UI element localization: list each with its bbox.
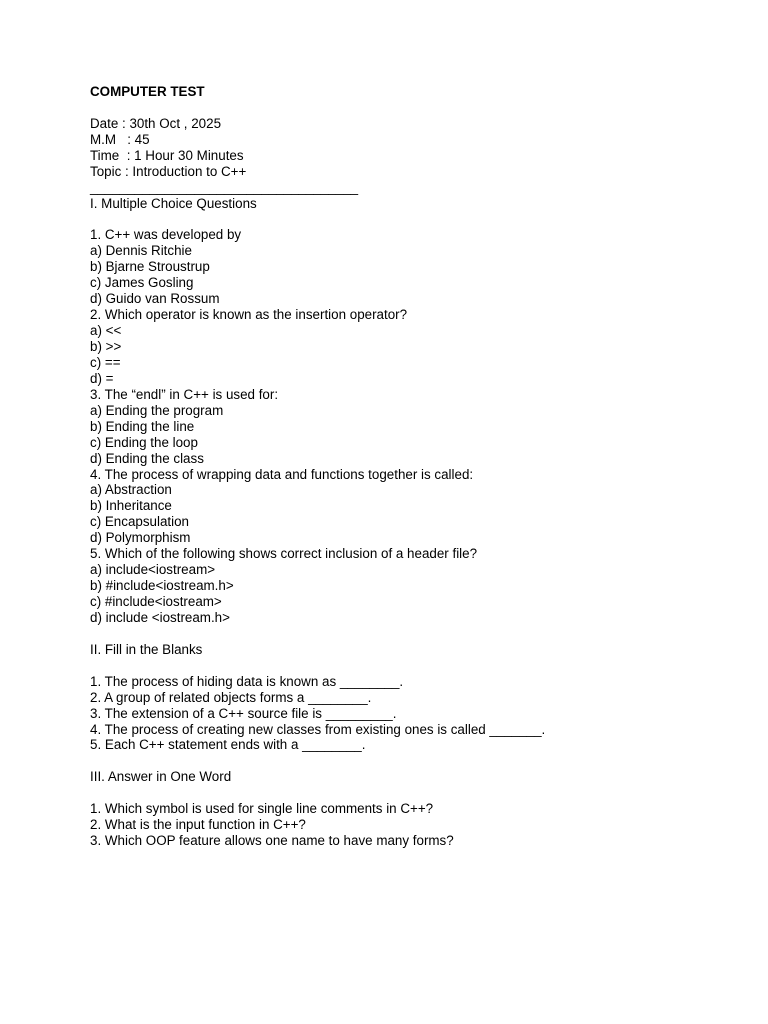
spacer — [90, 785, 730, 801]
mcq-question-2 — [90, 307, 730, 387]
spacer — [90, 658, 730, 674]
option-d: d) = — [90, 370, 114, 386]
option-d: d) Ending the class — [90, 450, 204, 466]
option-b: b) Bjarne Stroustrup — [90, 259, 210, 275]
spacer — [90, 753, 730, 769]
spacer — [90, 100, 730, 116]
option-a: a) include<iostream> — [90, 562, 216, 578]
question-text: 3. The “endl” in C++ is used for: — [90, 386, 279, 402]
option-a: a) Dennis Ritchie — [90, 243, 192, 259]
mcq-question-3 — [90, 387, 730, 467]
option-c: c) == — [90, 354, 121, 370]
question-text: 2. Which operator is known as the insertion operator? — [90, 307, 408, 323]
fill-blank-item: 5. Each C++ statement ends with a ________. — [90, 737, 366, 753]
option-d: d) include <iostream.h> — [90, 609, 230, 625]
fill-blank-item: 3. The extension of a C++ source file is _________. — [90, 705, 397, 721]
option-c: c) Encapsulation — [90, 514, 189, 530]
header-divider: ____________________________________ — [90, 179, 359, 195]
test-document — [90, 84, 730, 849]
option-a: a) Abstraction — [90, 482, 172, 498]
spacer — [90, 626, 730, 642]
mcq-question-4 — [90, 467, 730, 547]
mcq-question-5 — [90, 546, 730, 626]
test-topic: Topic : Introduction to C++ — [90, 163, 247, 179]
question-text: 4. The process of wrapping data and functions together is called: — [90, 466, 474, 482]
one-word-item: 2. What is the input function in C++? — [90, 817, 306, 833]
option-d: d) Guido van Rossum — [90, 291, 220, 307]
option-c: c) Ending the loop — [90, 434, 198, 450]
mcq-question-1 — [90, 227, 730, 307]
fill-blank-item: 1. The process of hiding data is known as ________. — [90, 673, 404, 689]
question-text: 1. C++ was developed by — [90, 227, 242, 243]
spacer — [90, 212, 730, 228]
option-b: b) Inheritance — [90, 498, 172, 514]
test-date: Date : 30th Oct , 2025 — [90, 115, 222, 131]
one-word-item: 1. Which symbol is used for single line comments in C++? — [90, 801, 434, 817]
option-a: a) << — [90, 323, 122, 339]
option-a: a) Ending the program — [90, 402, 224, 418]
section-heading-fill-blanks: II. Fill in the Blanks — [90, 641, 203, 657]
document-title: COMPUTER TEST — [90, 84, 205, 99]
option-b: b) #include<iostream.h> — [90, 578, 234, 594]
option-b: b) >> — [90, 339, 122, 354]
option-b: b) Ending the line — [90, 418, 195, 434]
fill-blank-item: 4. The process of creating new classes from existing ones is called _______. — [90, 721, 546, 737]
one-word-item: 3. Which OOP feature allows one name to have many forms? — [90, 833, 454, 849]
question-text: 5. Which of the following shows correct inclusion of a header file? — [90, 546, 478, 562]
section-heading-one-word: III. Answer in One Word — [90, 769, 232, 785]
fill-blank-item: 2. A group of related objects forms a ________. — [90, 689, 372, 705]
test-duration: Time : 1 Hour 30 Minutes — [90, 147, 244, 163]
option-d: d) Polymorphism — [90, 530, 191, 546]
option-c: c) James Gosling — [90, 275, 194, 291]
section-heading-mcq: I. Multiple Choice Questions — [90, 195, 257, 211]
option-c: c) #include<iostream> — [90, 594, 222, 609]
max-marks: M.M : 45 — [90, 131, 150, 147]
